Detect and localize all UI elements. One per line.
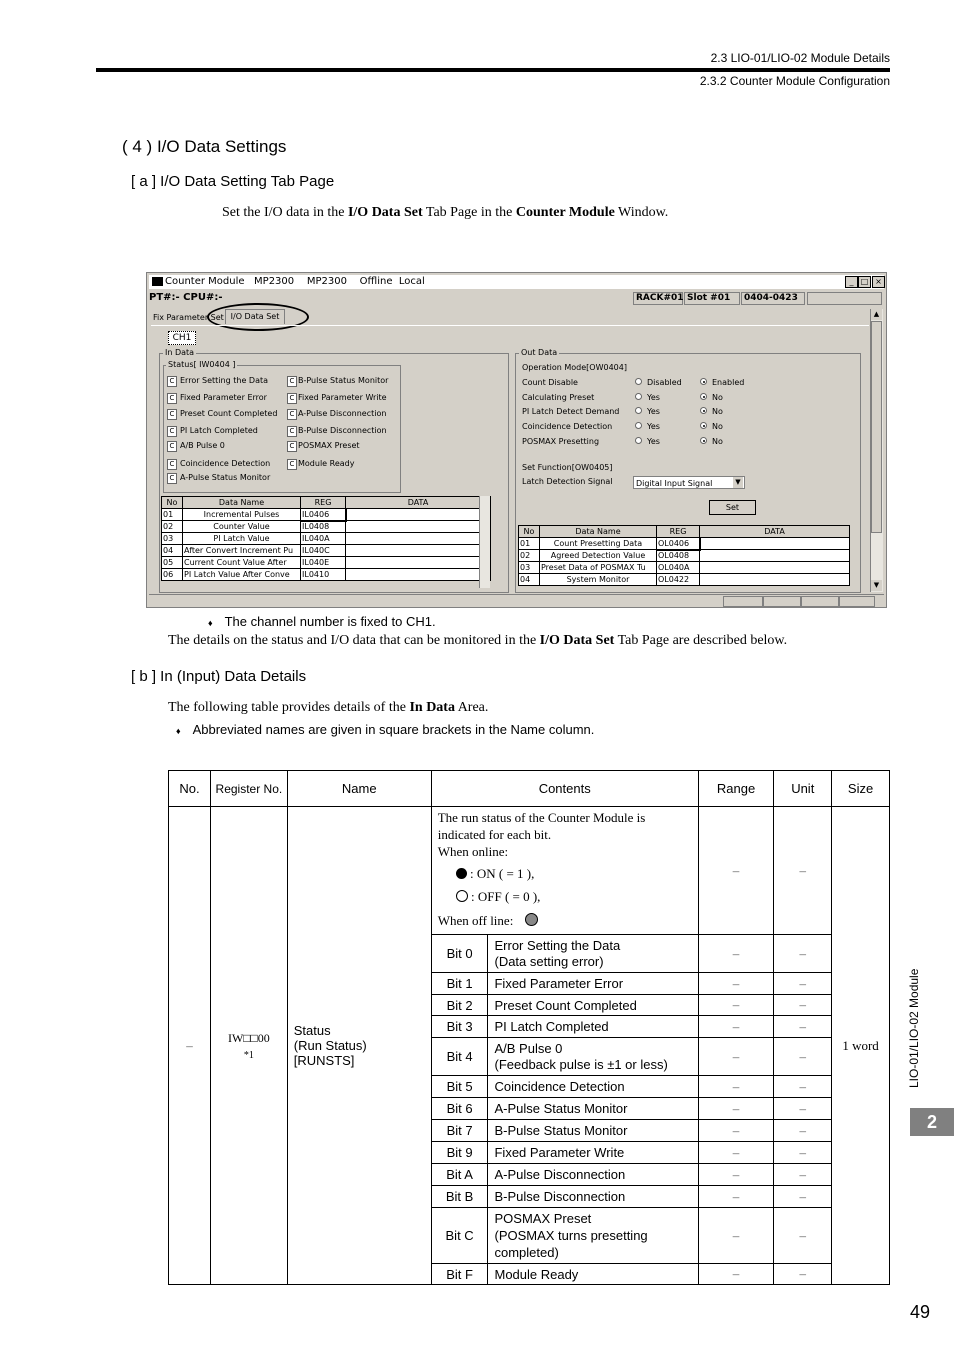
table-intro-paragraph: The following table provides details of the In Data Area. — [168, 700, 489, 715]
grid-reg: IL040E — [301, 557, 346, 569]
bit-description: B-Pulse Status Monitor — [488, 1120, 698, 1142]
grid-row[interactable] — [519, 574, 850, 586]
app-icon — [152, 277, 163, 286]
grid-reg: OL040A — [657, 562, 700, 574]
bit-range: – — [698, 995, 774, 1016]
bit-unit: – — [774, 1076, 832, 1098]
bit-range: – — [698, 1098, 774, 1120]
vertical-scrollbar[interactable] — [870, 309, 883, 592]
status-indicator: C — [167, 426, 177, 437]
bit-description: A-Pulse Status Monitor — [488, 1098, 698, 1120]
bit-unit: – — [774, 1164, 832, 1186]
status-label: PI Latch Completed — [180, 426, 258, 435]
radio-label: Yes — [647, 437, 660, 446]
bit-label: Bit 1 — [431, 973, 488, 995]
bit-unit: – — [774, 1208, 832, 1264]
grid-data — [700, 562, 850, 574]
radio-label: Yes — [647, 422, 660, 431]
grid-header: DATA — [700, 526, 850, 538]
grid-no: 04 — [519, 574, 540, 586]
bit-description: A/B Pulse 0 (Feedback pulse is ±1 or less) — [488, 1038, 698, 1076]
side-tab-text: LIO-01/LIO-02 Module — [907, 968, 921, 1088]
status-indicator: C — [287, 376, 297, 387]
window-title: Counter Module MP2300 MP2300 Offline Local — [165, 276, 425, 287]
bit-description: Coincidence Detection — [488, 1076, 698, 1098]
bit-description: Fixed Parameter Write — [488, 1142, 698, 1164]
bit-range: – — [698, 1186, 774, 1208]
grid-row[interactable] — [519, 550, 850, 562]
status-indicator: C — [167, 393, 177, 404]
offline-legend: When off line: — [438, 912, 692, 929]
abbrev-note: ♦ Abbreviated names are given in square brackets in the Name column. — [176, 722, 595, 737]
running-header-subsection: 2.3.2 Counter Module Configuration — [699, 74, 890, 88]
channel-selector[interactable]: CH1 — [168, 331, 196, 345]
name-line: (Run Status) — [293, 1038, 367, 1053]
bit-range: – — [698, 1264, 774, 1285]
cell-size: 1 word — [832, 807, 890, 1285]
status-group-label: Status[ IW0404 ] — [168, 360, 236, 369]
bit-range: – — [698, 1038, 774, 1076]
grid-header: REG — [301, 497, 346, 509]
slot-field: Slot #01 — [684, 292, 740, 305]
scroll-thumb[interactable] — [871, 321, 882, 533]
radio-button[interactable] — [635, 378, 642, 385]
grid-header: Data Name — [540, 526, 657, 538]
gray-circle-icon — [525, 913, 538, 926]
set-function-label: Set Function[OW0405] — [522, 463, 613, 472]
grid-row[interactable] — [519, 562, 850, 574]
grid-no: 02 — [162, 521, 183, 533]
grid-data — [346, 557, 491, 569]
grid-data — [700, 574, 850, 586]
bit-label: Bit C — [431, 1208, 488, 1264]
radio-button-selected[interactable] — [700, 422, 707, 429]
grid-reg: OL0406 — [657, 538, 700, 550]
grid-data-name: Counter Value — [183, 521, 301, 533]
grid-no: 01 — [162, 509, 183, 521]
radio-label: Enabled — [712, 378, 745, 387]
grid-data — [346, 533, 491, 545]
radio-button[interactable] — [635, 437, 642, 444]
bit-description: A-Pulse Disconnection — [488, 1164, 698, 1186]
bit-description: Module Ready — [488, 1264, 698, 1285]
option-label: POSMAX Presetting — [522, 437, 600, 446]
status-label: A/B Pulse 0 — [180, 441, 225, 450]
in-data-table — [168, 770, 890, 1285]
header-unit: Unit — [774, 771, 832, 807]
desc-line: When online: — [437, 844, 509, 859]
off-legend: : OFF ( = 0 ), — [438, 888, 692, 905]
bit-unit: – — [774, 1186, 832, 1208]
radio-button-selected[interactable] — [700, 407, 707, 414]
bit-label: Bit 0 — [431, 935, 488, 973]
latch-detection-select[interactable]: Digital Input Signal — [633, 476, 745, 489]
option-label: Count Disable — [522, 378, 578, 387]
bit-range: – — [698, 1120, 774, 1142]
grid-no: 03 — [519, 562, 540, 574]
option-label: PI Latch Detect Demand — [522, 407, 620, 416]
radio-button[interactable] — [635, 422, 642, 429]
status-label: Error Setting the Data — [180, 376, 269, 385]
close-button[interactable]: × — [872, 276, 885, 288]
bit-unit: – — [774, 995, 832, 1016]
bit-range: – — [698, 1208, 774, 1264]
range-field: 0404-0423 — [741, 292, 805, 305]
grid-no: 04 — [162, 545, 183, 557]
header-rule — [96, 68, 890, 72]
status-pane — [723, 596, 763, 607]
status-label: Fixed Parameter Error — [180, 393, 267, 402]
radio-label: Yes — [647, 393, 660, 402]
bit-unit: – — [774, 1120, 832, 1142]
grid-data — [700, 550, 850, 562]
bit-range: – — [698, 1164, 774, 1186]
radio-button-selected[interactable] — [700, 378, 707, 385]
in-grid-scrollbar[interactable] — [479, 496, 490, 588]
status-indicator: C — [167, 441, 177, 452]
status-pane — [763, 596, 801, 607]
in-data-grid — [161, 496, 491, 581]
grid-header: No — [162, 497, 183, 509]
grid-data-name: System Monitor — [540, 574, 657, 586]
cell-name — [287, 807, 431, 1285]
status-label: Preset Count Completed — [180, 409, 278, 418]
bit-description: PI Latch Completed — [488, 1016, 698, 1038]
bit-description: B-Pulse Disconnection — [488, 1186, 698, 1208]
grid-reg: IL040A — [301, 533, 346, 545]
bit-unit: – — [774, 973, 832, 995]
status-label: A-Pulse Status Monitor — [180, 473, 271, 482]
radio-button-selected[interactable] — [700, 393, 707, 400]
status-label: POSMAX Preset — [298, 441, 360, 450]
on-legend: : ON ( = 1 ), — [438, 865, 692, 882]
tab-fix-parameter[interactable]: Fix Parameter Set — [153, 313, 224, 322]
bit-label: Bit 3 — [431, 1016, 488, 1038]
grid-reg: IL040C — [301, 545, 346, 557]
bit-unit: – — [774, 1038, 832, 1076]
status-bar — [149, 594, 884, 607]
option-label: Calculating Preset — [522, 393, 595, 402]
status-indicator: C — [287, 426, 297, 437]
grid-header: Data Name — [183, 497, 301, 509]
status-indicator: C — [167, 459, 177, 470]
cell-register — [211, 807, 288, 1285]
page-number: 49 — [910, 1302, 931, 1322]
status-indicator: C — [167, 473, 177, 484]
chapter-badge: 2 — [910, 1108, 954, 1136]
cell-no: – — [169, 807, 211, 1285]
scroll-up-icon[interactable]: ▲ — [871, 309, 882, 320]
name-line: Status — [293, 1023, 331, 1038]
grid-data-name: PI Latch Value — [183, 533, 301, 545]
bit-label: Bit 7 — [431, 1120, 488, 1142]
status-indicator: C — [287, 409, 297, 420]
grid-row[interactable] — [162, 533, 491, 545]
cell-description — [431, 807, 698, 935]
bit-label: Bit A — [431, 1164, 488, 1186]
status-label: Fixed Parameter Write — [298, 393, 387, 402]
out-data-label: Out Data — [521, 348, 558, 357]
counter-module-window — [146, 272, 887, 608]
status-label: B-Pulse Status Monitor — [298, 376, 389, 385]
empty-circle-icon — [456, 890, 468, 902]
bit-unit: – — [774, 1098, 832, 1120]
grid-reg: OL0422 — [657, 574, 700, 586]
grid-row[interactable] — [162, 509, 491, 521]
grid-data-name: Current Count Value After — [183, 557, 301, 569]
header-name: Name — [287, 771, 431, 807]
grid-data-name: PI Latch Value After Conve — [183, 569, 301, 581]
radio-label: No — [712, 393, 723, 402]
bit-label: Bit F — [431, 1264, 488, 1285]
subsection-a-title: [ a ] I/O Data Setting Tab Page — [131, 173, 335, 190]
details-paragraph: The details on the status and I/O data that can be monitored in the I/O Data Set Tab Page are described below. — [168, 633, 788, 648]
bit-unit: – — [774, 1016, 832, 1038]
radio-label: No — [712, 422, 723, 431]
grid-reg: IL0408 — [301, 521, 346, 533]
bit-label: Bit 5 — [431, 1076, 488, 1098]
grid-header: REG — [657, 526, 700, 538]
minimize-button[interactable]: _ — [845, 276, 858, 288]
grid-no: 05 — [162, 557, 183, 569]
radio-button[interactable] — [635, 393, 642, 400]
set-button[interactable]: Set — [709, 500, 756, 515]
radio-button-selected[interactable] — [700, 437, 707, 444]
status-label: A-Pulse Disconnection — [298, 409, 387, 418]
bit-description: POSMAX Preset (POSMAX turns presetting completed) — [488, 1208, 698, 1264]
grid-data — [346, 545, 491, 557]
name-line: [RUNSTS] — [293, 1053, 355, 1068]
radio-label: Yes — [647, 407, 660, 416]
grid-header: DATA — [346, 497, 491, 509]
grid-data-name: After Convert Increment Pu — [183, 545, 301, 557]
operation-mode-label: Operation Mode[OW0404] — [522, 363, 627, 372]
radio-label: Disabled — [647, 378, 682, 387]
grid-no: 01 — [519, 538, 540, 550]
status-indicator: C — [167, 409, 177, 420]
grid-reg: OL0408 — [657, 550, 700, 562]
channel-note: ♦ The channel number is fixed to CH1. — [208, 614, 436, 629]
status-label: B-Pulse Disconnection — [298, 426, 387, 435]
bit-description: Preset Count Completed — [488, 995, 698, 1016]
grid-reg: IL0406 — [301, 509, 346, 521]
window-titlebar — [149, 275, 884, 289]
bit-label: Bit 2 — [431, 995, 488, 1016]
radio-label: No — [712, 407, 723, 416]
intro-paragraph: Set the I/O data in the I/O Data Set Tab Page in the Counter Module Window. — [222, 205, 669, 220]
grid-no: 03 — [162, 533, 183, 545]
rack-field: RACK#01 — [633, 292, 683, 305]
grid-row[interactable] — [162, 569, 491, 581]
register-number: IW□□00 — [227, 1030, 270, 1045]
grid-row[interactable] — [519, 538, 850, 550]
bit-label: Bit 9 — [431, 1142, 488, 1164]
latch-detection-label: Latch Detection Signal — [522, 477, 613, 486]
bit-range: – — [698, 1076, 774, 1098]
header-no: No. — [169, 771, 211, 807]
running-header-section: 2.3 LIO-01/LIO-02 Module Details — [710, 51, 890, 65]
grid-row[interactable] — [162, 545, 491, 557]
grid-no: 06 — [162, 569, 183, 581]
status-label: Coincidence Detection — [180, 459, 271, 468]
bit-description: Error Setting the Data (Data setting error) — [488, 935, 698, 973]
grid-row[interactable] — [162, 521, 491, 533]
status-label: Module Ready — [298, 459, 355, 468]
status-indicator: C — [287, 459, 297, 470]
bit-unit: – — [774, 1264, 832, 1285]
section-title: ( 4 ) I/O Data Settings — [122, 137, 287, 156]
status-pane — [839, 596, 875, 607]
option-label: Coincidence Detection — [522, 422, 613, 431]
out-data-grid — [518, 525, 850, 586]
radio-label: No — [712, 437, 723, 446]
grid-row[interactable] — [162, 557, 491, 569]
grid-data-name: Count Presetting Data — [540, 538, 657, 550]
grid-data-name: Preset Data of POSMAX Tu — [540, 562, 657, 574]
tab-io-data-set[interactable]: I/O Data Set — [225, 309, 285, 324]
grid-data — [346, 569, 491, 581]
pt-cpu-label: PT#:- CPU#:- — [149, 292, 223, 303]
grid-no: 02 — [519, 550, 540, 562]
header-register: Register No. — [211, 771, 288, 807]
bit-range: – — [698, 1142, 774, 1164]
status-pane — [801, 596, 839, 607]
register-footnote: *1 — [243, 1049, 254, 1061]
scroll-down-icon[interactable]: ▼ — [871, 580, 882, 591]
grid-data-name: Agreed Detection Value — [540, 550, 657, 562]
header-range: Range — [698, 771, 774, 807]
bit-label: Bit B — [431, 1186, 488, 1208]
bit-range: – — [698, 935, 774, 973]
desc-line: The run status of the Counter Module is indicated for each bit. — [437, 810, 646, 842]
radio-button[interactable] — [635, 407, 642, 414]
cell-range: – — [698, 807, 774, 935]
blank-field — [807, 292, 882, 305]
grid-data-name: Incremental Pulses — [183, 509, 301, 521]
bit-label: Bit 4 — [431, 1038, 488, 1076]
filled-circle-icon — [456, 868, 467, 879]
bit-unit: – — [774, 935, 832, 973]
bit-description: Fixed Parameter Error — [488, 973, 698, 995]
grid-header: No — [519, 526, 540, 538]
status-indicator: C — [167, 376, 177, 387]
cell-unit: – — [774, 807, 832, 935]
grid-reg: IL0410 — [301, 569, 346, 581]
status-indicator: C — [287, 393, 297, 404]
side-tab — [905, 940, 925, 1090]
maximize-button[interactable]: □ — [858, 276, 871, 288]
subsection-b-title: [ b ] In (Input) Data Details — [131, 668, 307, 685]
in-data-label: In Data — [165, 348, 195, 357]
grid-data — [346, 521, 491, 533]
grid-data — [346, 509, 491, 521]
bit-range: – — [698, 973, 774, 995]
status-indicator: C — [287, 441, 297, 452]
bit-range: – — [698, 1016, 774, 1038]
grid-data — [700, 538, 850, 550]
header-contents: Contents — [431, 771, 698, 807]
bit-unit: – — [774, 1142, 832, 1164]
bit-label: Bit 6 — [431, 1098, 488, 1120]
header-size: Size — [832, 771, 890, 807]
chevron-down-icon[interactable]: ▼ — [733, 477, 743, 488]
